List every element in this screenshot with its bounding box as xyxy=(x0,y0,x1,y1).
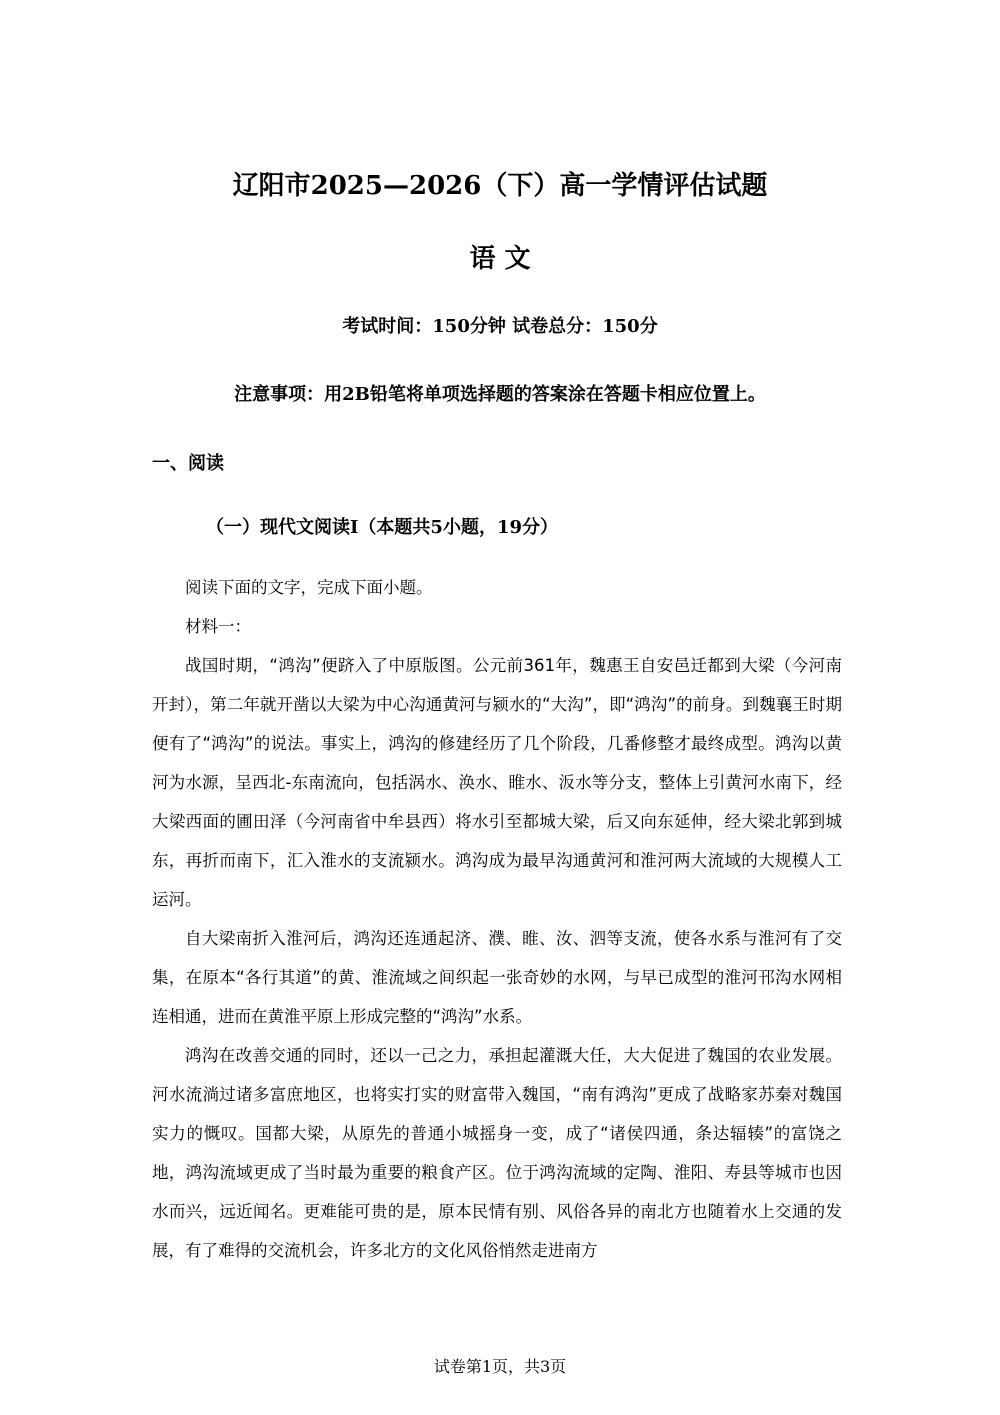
instruction-text: 阅读下面的文字，完成下面小题。 xyxy=(185,578,433,597)
exam-notice: 注意事项：用2B铅笔将单项选择题的答案涂在答题卡相应位置上。 xyxy=(234,384,766,405)
paragraph-2: 自大梁南折入淮河后，鸿沟还连通起济、濮、睢、汝、泗等支流，使各水系与淮河有了交集，在原本“各行其道”的黄、淮流域之间织起一张奇妙的水网，与早已成型的淮河邗沟水网相连相通，进而在黄淮平原上形成完整的“鸿沟”水系。 xyxy=(152,929,842,1026)
subsection-heading: （一）现代文阅读Ⅰ（本题共5小题，19分） xyxy=(206,517,558,538)
page-footer: 试卷第1页，共3页 xyxy=(433,1357,567,1376)
subject-title: 语 文 xyxy=(469,244,531,274)
reading-passage xyxy=(152,568,842,1270)
material-label: 材料一： xyxy=(185,617,251,636)
exam-title: 辽阳市2025—2026（下）高一学情评估试题 xyxy=(232,171,768,201)
paragraph-1: 战国时期，“鸿沟”便跻入了中原版图。公元前361年，魏惠王自安邑迁都到大梁（今河南开封），第二年就开凿以大梁为中心沟通黄河与颍水的“大沟”，即“鸿沟”的前身。到魏襄王时期便有了“鸿沟”的说法。事实上，鸿沟的修建经历了几个阶段，几番修整才最终成型。鸿沟以黄河为水源，呈西北-东南流向，包括涡水、涣水、睢水、汳水等分支，整体上引黄河水南下，经大梁西面的圃田泽（今河南省中牟县西）将水引至都城大梁，后又向东延伸，经大梁北郭到城东，再折而南下，汇入淮水的支流颍水。鸿沟成为最早沟通黄河和淮河两大流域的大规模人工运河。 xyxy=(152,656,842,909)
exam-info: 考试时间：150分钟 试卷总分：150分 xyxy=(342,316,658,337)
paragraph-3: 鸿沟在改善交通的同时，还以一己之力，承担起灌溉大任，大大促进了魏国的农业发展。河水流淌过诸多富庶地区，也将实打实的财富带入魏国，“南有鸿沟”更成了战略家苏秦对魏国实力的慨叹。国都大梁，从原先的普通小城摇身一变，成了“诸侯四通，条达辐辏”的富饶之地，鸿沟流域更成了当时最为重要的粮食产区。位于鸿沟流域的定陶、淮阳、寿县等城市也因水而兴，远近闻名。更难能可贵的是，原本民情有别、风俗各异的南北方也随着水上交通的发展，有了难得的交流机会，许多北方的文化风俗悄然走进南方 xyxy=(152,1046,842,1260)
section-heading: 一、阅读 xyxy=(152,453,224,474)
